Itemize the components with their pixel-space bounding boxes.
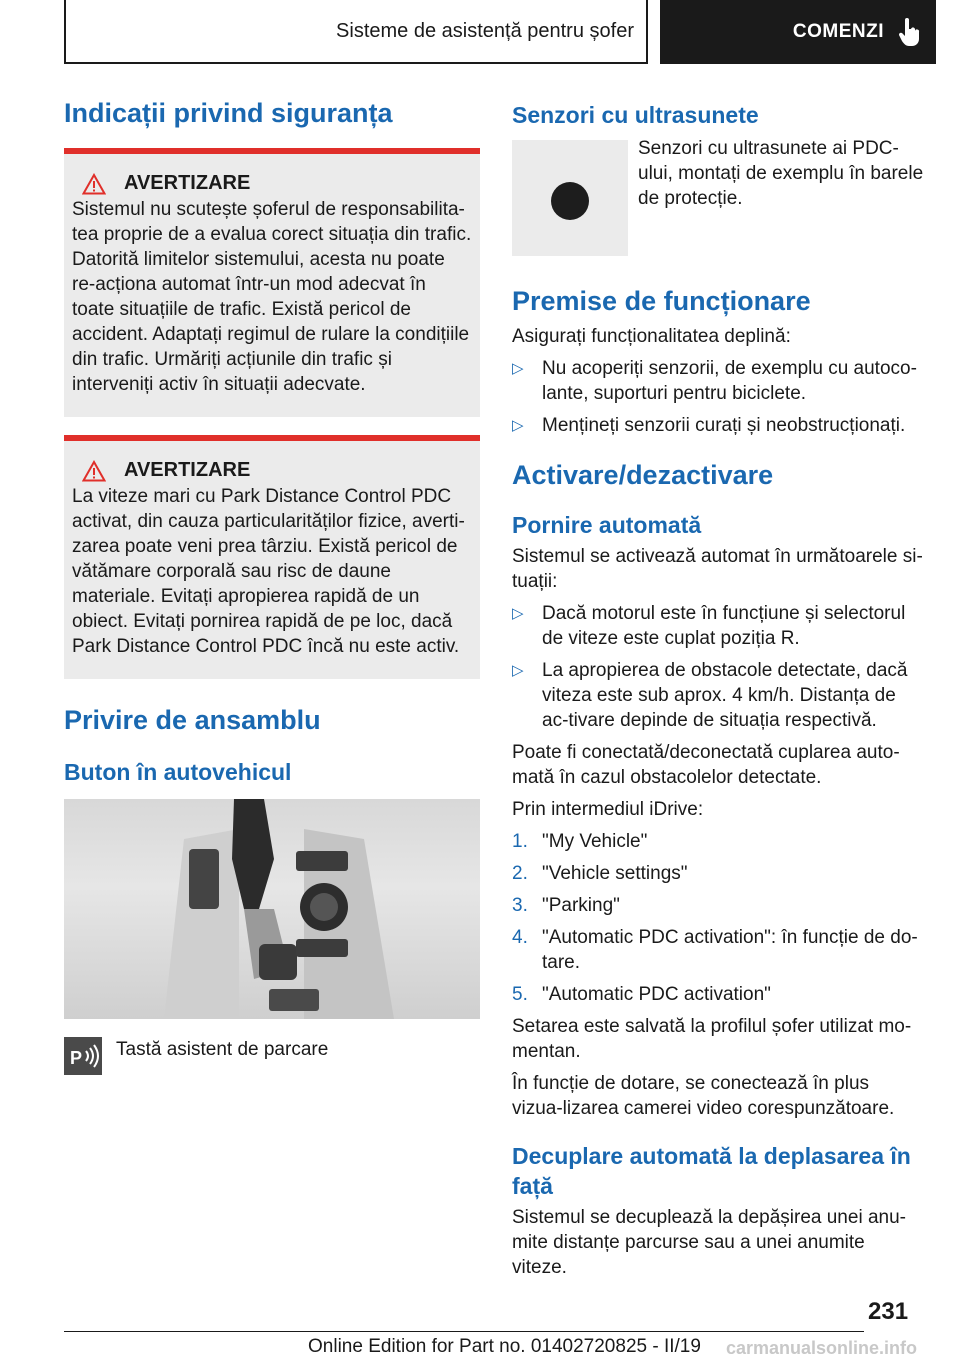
sensors-description: Senzori cu ultrasunete ai PDC-ului, montați de exemplu în barele de protecție. <box>638 138 924 209</box>
list-item-text: Nu acoperiți senzorii, de exemplu cu autoco-lante, suporturi pentru biciclete. <box>542 358 917 404</box>
footer-divider <box>64 1331 864 1332</box>
triangle-bullet-icon: ▷ <box>512 360 524 377</box>
header-chapter-label: COMENZI <box>792 21 884 42</box>
auto-note: Poate fi conectată/deconectată cuplarea auto-mată în cazul obstacolelor detectate. <box>512 742 900 788</box>
list-item-text: Dacă motorul este în funcțiune și selectorul de viteze este cuplat poziția R. <box>542 603 906 649</box>
right-column <box>512 100 924 1280</box>
camera-note: În funcție de dotare, se conectează în plus vizua-lizarea camerei video corespunzătoare. <box>512 1073 895 1119</box>
list-item <box>512 893 924 918</box>
list-item <box>512 982 924 1007</box>
saved-note: Setarea este salvată la profilul șofer utilizat mo-mentan. <box>512 1016 912 1062</box>
decouple-text: Sistemul se decuplează la depășirea unei anu-mite distanțe parcurse sau a unei anumite viteze. <box>512 1207 906 1278</box>
step-number: 4. <box>512 927 528 948</box>
image-caption: Tastă asistent de parcare <box>116 1039 329 1060</box>
step-number: 1. <box>512 831 528 852</box>
list-item <box>512 829 924 854</box>
decouple-title: Decuplare automată la deplasarea în față <box>512 1143 911 1199</box>
auto-start-title: Pornire automată <box>512 512 702 538</box>
safety-title: Indicații privind siguranța <box>64 98 393 128</box>
triangle-bullet-icon: ▷ <box>512 662 524 679</box>
overview-title: Privire de ansamblu <box>64 705 321 735</box>
left-column <box>64 96 480 1075</box>
warning-box <box>64 148 480 417</box>
triangle-bullet-icon: ▷ <box>512 605 524 622</box>
park-assist-button-icon <box>64 1037 102 1075</box>
auto-list <box>512 601 924 733</box>
ultrasonic-sensor-icon <box>551 182 589 220</box>
warning-header <box>82 172 472 195</box>
sensor-row <box>512 140 924 256</box>
sensors-title: Senzori cu ultrasunete <box>512 102 759 128</box>
pointing-hand-icon <box>898 18 920 46</box>
auto-intro: Sistemul se activează automat în următoarele si-tuații: <box>512 546 923 592</box>
sensor-image <box>512 140 628 256</box>
triangle-bullet-icon: ▷ <box>512 417 524 434</box>
warning-label: AVERTIZARE <box>124 172 251 194</box>
page-number: 231 <box>868 1298 909 1325</box>
list-item-text: Mențineți senzorii curați și neobstrucționați. <box>542 415 906 436</box>
warning-text: La viteze mari cu Park Distance Control PDC activat, din cauza particularităților fizice, averti-zarea poate veni prea târziu. Există pericol de vătămare corporală sau risc de daune materiale. Evitați apropierea rapidă de un obiect. Evitați pornirea rapidă de pe loc, dacă Park Distance Control PDC încă nu este activ. <box>72 486 465 657</box>
svg-text:P: P <box>70 1048 83 1068</box>
list-item <box>512 658 924 733</box>
watermark: carmanualsonline.info <box>726 1338 918 1358</box>
header-chapter-tab <box>660 0 936 64</box>
step-text: "Automatic PDC activation": în funcție de do-tare. <box>542 927 918 973</box>
header-section-tab <box>64 0 648 64</box>
premise-intro: Asigurați funcționalitatea deplină: <box>512 326 791 347</box>
warning-triangle-icon <box>82 173 106 195</box>
warning-header <box>82 459 472 482</box>
button-subtitle: Buton în autovehicul <box>64 759 292 785</box>
step-number: 3. <box>512 895 528 916</box>
warning-triangle-icon <box>82 460 106 482</box>
caption-row <box>64 1037 480 1075</box>
header-section-label: Sisteme de asistență pentru șofer <box>336 19 634 42</box>
premise-list <box>512 356 924 438</box>
list-item <box>512 413 924 438</box>
list-item-text: La apropierea de obstacole detectate, dacă viteza este sub aprox. 4 km/h. Distanța de ac-tivare depinde de situația respectivă. <box>542 660 908 731</box>
warning-box <box>64 435 480 679</box>
list-item <box>512 601 924 651</box>
list-item <box>512 861 924 886</box>
warning-text: Sistemul nu scutește șoferul de responsabilita-tea proprie de a evalua corect situația din trafic. Datorită limitelor sistemului, acesta nu poate re-acționa automat într-un mod adecvat în toate situațiile de trafic. Există pericol de accident. Adaptați regimul de rulare la condițiile din trafic. Urmăriți acțiunile din trafic și interveniți activ în situații adecvate. <box>72 199 472 395</box>
step-text: "My Vehicle" <box>542 831 648 852</box>
step-number: 2. <box>512 863 528 884</box>
warning-label: AVERTIZARE <box>124 459 251 481</box>
center-console-drawing <box>64 799 480 1019</box>
step-number: 5. <box>512 984 528 1005</box>
idrive-intro: Prin intermediul iDrive: <box>512 799 704 820</box>
center-console-image <box>64 799 480 1019</box>
edition-note: Online Edition for Part no. 01402720825 - II/19 <box>308 1336 701 1357</box>
list-item <box>512 925 924 975</box>
step-text: "Parking" <box>542 895 620 916</box>
activation-title: Activare/dezactivare <box>512 460 774 490</box>
premise-title: Premise de funcționare <box>512 286 811 316</box>
step-text: "Automatic PDC activation" <box>542 984 771 1005</box>
idrive-steps <box>512 829 924 1007</box>
list-item <box>512 356 924 406</box>
step-text: "Vehicle settings" <box>542 863 688 884</box>
